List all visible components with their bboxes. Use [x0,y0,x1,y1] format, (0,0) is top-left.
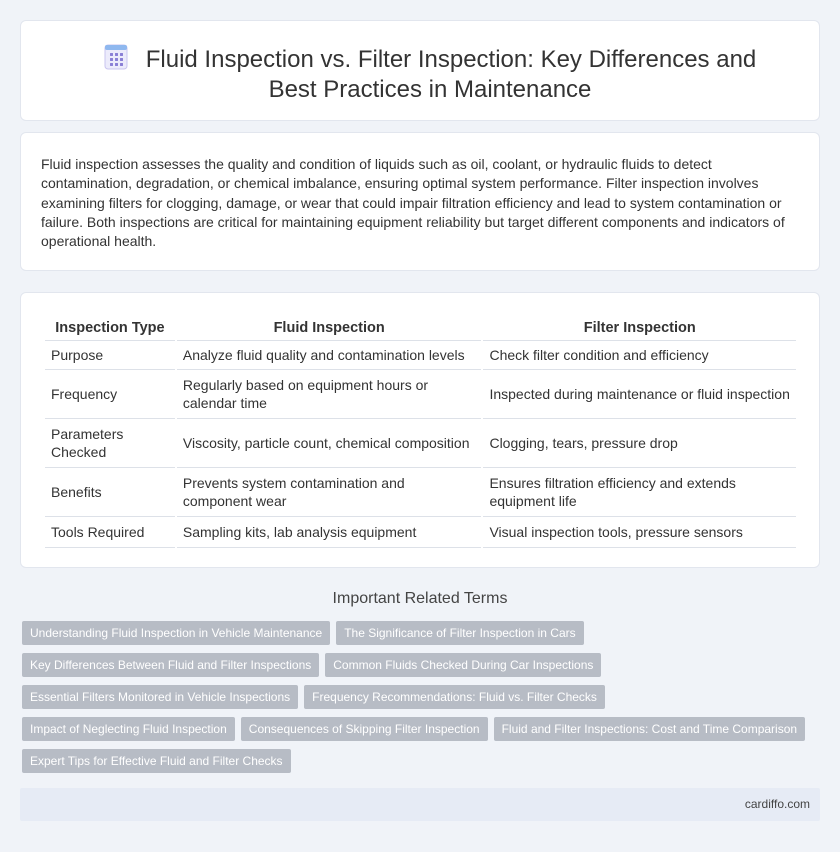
header-filter-inspection: Filter Inspection [483,315,796,341]
related-tag[interactable]: Frequency Recommendations: Fluid vs. Filter Checks [304,685,605,709]
footer [20,788,820,821]
tag-row [22,621,822,653]
related-tag[interactable]: Expert Tips for Effective Fluid and Filter Checks [22,749,291,773]
tag-row [22,653,822,685]
fluid-cell: Sampling kits, lab analysis equipment [177,517,482,548]
row-label: Tools Required [45,517,175,548]
row-label: Benefits [45,468,175,517]
table-row [45,370,796,419]
related-tag[interactable]: Understanding Fluid Inspection in Vehicle Maintenance [22,621,330,645]
fluid-cell: Analyze fluid quality and contamination levels [177,341,482,370]
related-tag[interactable]: Fluid and Filter Inspections: Cost and Time Comparison [494,717,805,741]
footer-site-link[interactable]: cardiffo.com [744,797,810,811]
comparison-table [43,315,798,548]
related-terms-tags [22,621,822,781]
tag-row [22,717,822,749]
fluid-cell: Viscosity, particle count, chemical composition [177,419,482,468]
row-label: Purpose [45,341,175,370]
related-tag[interactable]: Common Fluids Checked During Car Inspections [325,653,601,677]
table-row [45,341,796,370]
tag-row [22,685,822,717]
header-inspection-type: Inspection Type [45,315,175,341]
related-tag[interactable]: Consequences of Skipping Filter Inspection [241,717,488,741]
fluid-cell: Regularly based on equipment hours or calendar time [177,370,482,419]
tag-row [22,749,822,781]
header-card [20,20,820,121]
intro-paragraph: Fluid inspection assesses the quality and condition of liquids such as oil, coolant, or hydraulic fluids to detect contamination, degradation, or chemical imbalance, ensuring optimal system performance. Filter inspection involves examining filters for clogging, damage, or wear that could impair filtration efficiency and lead to system contamination or failure. Both inspections are critical for maintaining equipment reliability but target different components and indicators of operational health. [41,156,785,250]
related-tag[interactable]: Key Differences Between Fluid and Filter Inspections [22,653,319,677]
table-header-row [45,315,796,341]
filter-cell: Check filter condition and efficiency [483,341,796,370]
fluid-cell: Prevents system contamination and component wear [177,468,482,517]
intro-card [20,132,820,271]
filter-cell: Visual inspection tools, pressure sensors [483,517,796,548]
related-terms-title: Important Related Terms [332,590,508,607]
table-row [45,517,796,548]
header-fluid-inspection: Fluid Inspection [177,315,482,341]
grid-document-icon [104,44,128,70]
row-label: Frequency [45,370,175,419]
page-title-wrap [81,44,779,105]
related-tag[interactable]: The Significance of Filter Inspection in Cars [336,621,583,645]
table-row [45,468,796,517]
filter-cell: Clogging, tears, pressure drop [483,419,796,468]
row-label: Parameters Checked [45,419,175,468]
filter-cell: Ensures filtration efficiency and extends equipment life [483,468,796,517]
table-row [45,419,796,468]
page-title: Fluid Inspection vs. Filter Inspection: Key Differences and Best Practices in Maintenance [145,46,757,103]
comparison-table-card [20,292,820,568]
related-tag[interactable]: Impact of Neglecting Fluid Inspection [22,717,235,741]
related-tag[interactable]: Essential Filters Monitored in Vehicle Inspections [22,685,298,709]
filter-cell: Inspected during maintenance or fluid inspection [483,370,796,419]
